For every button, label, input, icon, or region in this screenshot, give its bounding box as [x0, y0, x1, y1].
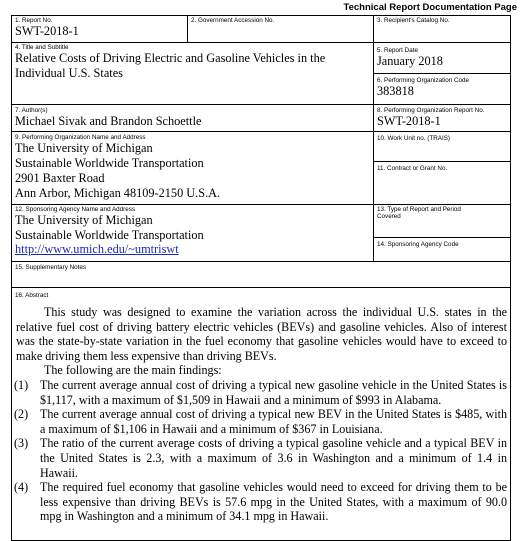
authors-value: Michael Sivak and Brandon Schoettle [15, 114, 202, 128]
contract-grant-label: 11. Contract or Grant No. [377, 165, 448, 172]
sponsor-line: The University of Michigan [15, 213, 153, 227]
authors-cell [12, 105, 374, 132]
work-unit-label: 10. Work Unit no. (TRAIS) [377, 135, 451, 142]
finding-number: (3) [14, 436, 29, 451]
perf-org-report-cell [374, 105, 510, 132]
perf-org-line: 2901 Baxter Road [15, 171, 105, 185]
recipient-catalog-cell [374, 16, 510, 43]
findings-intro: The following are the main findings: [44, 363, 222, 378]
report-no-cell [12, 16, 188, 43]
finding-number: (1) [14, 377, 29, 392]
perf-org-line: Ann Arbor, Michigan 48109-2150 U.S.A. [15, 186, 221, 200]
supplementary-cell [12, 262, 510, 288]
perf-org-code-cell [374, 74, 510, 105]
finding-number: (2) [14, 407, 29, 422]
report-type-cell [374, 205, 510, 238]
abstract-cell [12, 288, 510, 541]
title-line: Relative Costs of Driving Electric and Gasoline Vehicles in the [15, 51, 326, 65]
sponsor-code-label: 14. Sponsoring Agency Code [377, 241, 459, 248]
perf-org-report-value: SWT-2018-1 [377, 114, 441, 128]
documentation-form [11, 15, 511, 541]
supplementary-label: 15. Supplementary Notes [15, 264, 87, 271]
finding-item [12, 480, 510, 524]
perf-org-report-label: 8. Performing Organization Report No. [377, 107, 485, 114]
perf-org-name-label: 9. Performing Organization Name and Address [15, 134, 146, 141]
sponsor-website-link[interactable]: http://www.umich.edu/~umtriswt [15, 242, 179, 256]
work-unit-cell [374, 132, 510, 162]
finding-item [12, 407, 510, 436]
report-type-label: 13. Type of Report and Period [377, 206, 461, 213]
report-no-label: 1. Report No. [15, 17, 53, 24]
report-date-cell [374, 43, 510, 74]
finding-text: The current average annual cost of driving a typical new BEV in the United States is $485, with a maximum of $1,106 in Hawaii and a minimum of $367 in Louisiana. [40, 407, 507, 436]
finding-item [12, 436, 510, 480]
finding-text: The current average annual cost of driving a typical new gasoline vehicle in the United States is $1,117, with a maximum of $1,509 in Hawaii and a minimum of $993 in Alabama. [40, 377, 507, 407]
title-line: Individual U.S. States [15, 65, 123, 80]
contract-grant-cell [374, 162, 510, 205]
perf-org-name-cell [12, 132, 374, 205]
recipient-catalog-label: 3. Recipient's Catalog No. [377, 17, 450, 24]
report-type-label-line2: Covered [377, 213, 401, 220]
gov-accession-label: 2. Government Accession No. [191, 17, 275, 24]
report-date-value: January 2018 [377, 54, 443, 68]
sponsor-name-cell [12, 205, 374, 262]
title-cell [12, 43, 374, 105]
finding-text: The required fuel economy that gasoline vehicles would need to exceed for driving them to be less expensive than driving BEVs is 57.6 mpg in the United States, with a maximum of 90.0 mpg in Washington and a minimum of 34.1 mpg in Hawaii. [40, 480, 507, 524]
perf-org-code-value: 383818 [377, 84, 414, 98]
abstract-label: 16. Abstract [15, 292, 49, 299]
sponsor-line: Sustainable Worldwide Transportation [15, 227, 204, 242]
finding-text: The ratio of the current average costs of driving a typical gasoline vehicle and a typical BEV in the United States is 2.3, with a maximum of 3.6 in Washington and a minimum of 1.4 in Hawaii. [40, 436, 507, 480]
finding-number: (4) [14, 480, 29, 495]
finding-item [12, 378, 510, 407]
perf-org-line: Sustainable Worldwide Transportation [15, 156, 204, 170]
report-date-label: 5. Report Date [377, 47, 418, 54]
report-no-value: SWT-2018-1 [15, 24, 79, 38]
sponsor-name-label: 12. Sponsoring Agency Name and Address [15, 206, 136, 213]
title-label: 4. Title and Subtitle [15, 44, 69, 51]
gov-accession-cell [188, 16, 374, 43]
sponsor-code-cell [374, 238, 510, 262]
perf-org-code-label: 6. Performing Organization Code [377, 77, 470, 84]
abstract-intro: This study was designed to examine the variation across the individual U.S. states in the relative fuel cost of driving battery electric vehicles (BEVs) and gasoline vehicles. Also of interest was the state-by-state variation in the fuel economy that gasoline vehicles would have to exceed to make driving them less expensive than driving BEVs. [16, 305, 507, 363]
page-heading: Technical Report Documentation Page [343, 2, 517, 13]
perf-org-line: The University of Michigan [15, 141, 153, 155]
authors-label: 7. Author(s) [15, 107, 48, 114]
